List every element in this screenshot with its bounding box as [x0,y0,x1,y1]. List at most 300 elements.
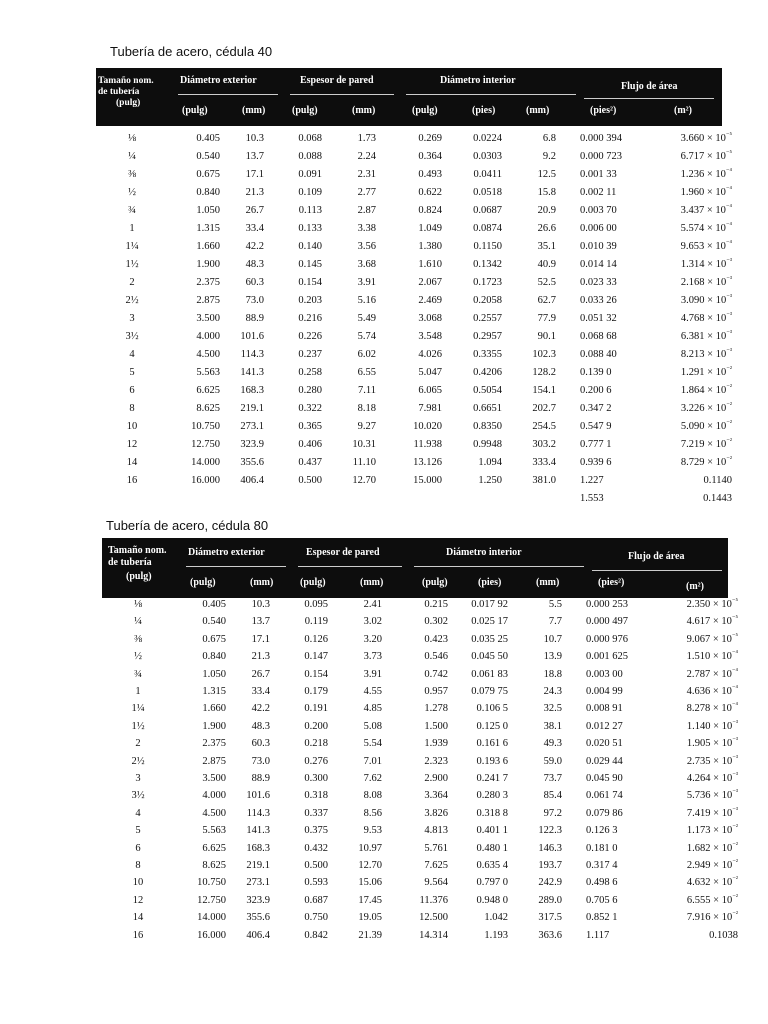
header-rule [414,566,584,567]
exponent: ⁻² [732,858,738,866]
cell-wall-mm: 2.87 [357,205,376,216]
table-row [96,240,768,258]
table-row [96,276,768,294]
cell-outer-mm: 168.3 [246,842,270,854]
cell-inner-pulg: 6.065 [418,385,442,396]
table-row [102,894,768,912]
cell-nominal-size: 1½ [131,720,145,732]
table-row [102,650,768,668]
cell-wall-mm: 3.91 [357,277,376,288]
cell-inner-pies: 0.045 50 [471,651,508,663]
cell-flow-m2: $9.653 \times 10^{^{-4}}$ [680,239,732,252]
cell-inner-pies: 0.241 7 [476,773,508,784]
cell-nominal-size: 4 [129,349,135,360]
exponent: ⁻⁴ [725,167,732,175]
cell-nominal-size: 3½ [131,790,145,802]
cell-inner-pies: 0.125 0 [476,720,508,732]
cell-flow-pies2: 0.033 26 [580,295,617,306]
cell-outer-pulg: 12.750 [191,439,220,450]
cell-wall-pulg: 0.113 [298,205,322,216]
cell-inner-pies: 1.042 [484,912,508,924]
cell-inner-mm: 10.7 [543,633,562,645]
cell-flow-pies2: 0.014 14 [580,259,617,270]
cell-outer-pulg: 0.840 [202,651,226,663]
cell-wall-mm: 12.70 [358,860,382,871]
table-row [96,312,768,330]
cell-inner-pulg: 3.548 [418,331,442,342]
cell-wall-pulg: 0.179 [304,686,328,697]
cell-inner-mm: 38.1 [543,720,562,732]
cell-inner-pies: 0.4206 [473,367,502,378]
cell-inner-pies: 0.9948 [473,439,502,450]
cell-inner-mm: 24.3 [543,686,562,697]
cell-nominal-size: ¾ [128,205,136,216]
cell-inner-pies: 1.193 [484,929,508,941]
cell-wall-pulg: 0.133 [298,223,322,234]
cell-inner-pulg: 4.026 [418,349,442,360]
cell-nominal-size: 5 [129,367,135,378]
cell-flow-m2: $1.960 \times 10^{^{-4}}$ [680,185,732,198]
table-row [96,330,768,348]
cell-outer-mm: 273.1 [240,421,264,432]
cell-inner-pulg: 5.761 [424,842,448,854]
cell-inner-pies: 0.0303 [473,151,502,162]
header-size-1: Tamaño nom. [98,76,154,86]
unit-mm: (mm) [352,105,376,116]
cell-inner-mm: 363.6 [538,929,562,941]
cell-wall-mm: 3.68 [357,259,376,270]
cell-outer-pulg: 1.050 [202,668,226,680]
cell-inner-pulg: 0.493 [418,169,442,180]
cell-inner-mm: 193.7 [538,860,562,871]
cell-flow-pies2: 0.181 0 [586,842,618,854]
unit-mm: (mm) [526,105,550,116]
cell-nominal-size: 3½ [125,331,139,342]
cell-flow-m2: $5.736 \times 10^{^{-3}}$ [686,788,738,802]
cell-flow-m2: $3.226 \times 10^{^{-2}}$ [680,401,732,414]
cell-flow-pies2: 0.068 68 [580,331,617,342]
cell-wall-pulg: 0.300 [304,773,328,784]
cell-wall-pulg: 0.280 [298,385,322,396]
cell-inner-pulg: 11.938 [413,439,442,450]
cell-flow-m2: $9.067 \times 10^{^{-5}}$ [686,631,738,645]
cell-wall-pulg: 0.154 [304,668,328,680]
cell-inner-pulg: 3.364 [424,790,448,802]
header-flow-area: Flujo de área [621,81,678,92]
cell-outer-pulg: 10.750 [197,877,226,889]
cell-wall-mm: 12.70 [352,475,376,486]
cell-outer-mm: 26.7 [245,205,264,216]
cell-inner-mm: 97.2 [543,807,562,819]
cell-flow-m2: $3.090 \times 10^{^{-3}}$ [680,293,732,306]
cell-flow-pies2: 0.001 33 [580,169,617,180]
cell-nominal-size: 8 [129,403,135,414]
exponent: ⁻² [726,419,732,427]
cell-nominal-size: 1½ [125,259,139,270]
cell-flow-pies2: 0.010 39 [580,241,617,252]
table-title: Tubería de acero, cédula 80 [106,518,269,533]
cell-outer-mm: 48.3 [245,259,264,270]
cell-wall-mm: 9.53 [363,825,382,837]
cell-inner-pulg: 7.625 [424,860,448,871]
cell-inner-mm: 6.8 [542,133,556,144]
cell-inner-pulg: 1.049 [418,223,442,234]
cell-inner-pulg: 5.047 [418,367,442,378]
cell-wall-pulg: 0.145 [298,259,322,270]
table-row [96,204,768,222]
cell-inner-pies: 0.106 5 [476,703,508,715]
cell-flow-m2: $4.632 \times 10^{^{-2}}$ [686,875,738,889]
cell-flow-m2: $1.510 \times 10^{^{-4}}$ [686,649,738,663]
cell-nominal-size: 14 [126,457,138,468]
cell-nominal-size: ⅜ [134,633,142,645]
cell-outer-mm: 323.9 [240,439,264,450]
exponent: ⁻³ [732,736,738,745]
table-row [96,258,768,276]
cell-outer-mm: 88.9 [245,313,264,324]
cell-wall-mm: 15.06 [358,877,382,889]
cell-inner-pies: 0.8350 [473,421,502,432]
cell-wall-pulg: 0.687 [304,894,328,906]
exponent: ⁻² [732,892,738,901]
cell-inner-mm: 59.0 [543,755,562,767]
cell-flow-pies2: 0.939 6 [580,457,612,468]
cell-flow-m2: $1.314 \times 10^{^{-3}}$ [680,257,732,270]
cell-flow-pies2: 0.852 1 [586,912,618,924]
header-rule [186,566,286,567]
exponent: ⁻² [726,401,732,409]
cell-outer-mm: 219.1 [246,860,270,871]
cell-wall-pulg: 0.318 [304,790,328,802]
cell-wall-mm: 5.54 [363,738,382,750]
exponent: ⁻³ [732,805,738,814]
cell-flow-m2: $8.213 \times 10^{^{-3}}$ [680,347,732,360]
cell-inner-mm: 12.5 [537,169,556,180]
header-size-3: (pulg) [116,98,141,108]
cell-flow-pies2: 0.777 1 [580,439,612,450]
header-outer-diameter: Diámetro exterior [180,75,257,86]
cell-inner-pulg: 1.939 [424,738,448,750]
unit-pulg: (pulg) [182,105,208,116]
table-row [102,720,768,738]
table-row [96,348,768,366]
unit-pulg: (pulg) [292,105,318,116]
cell-wall-pulg: 0.842 [304,929,328,941]
cell-nominal-size: 6 [135,842,141,854]
cell-inner-pulg: 7.981 [418,403,442,414]
exponent: ⁻³ [726,347,732,355]
table-row [102,929,768,947]
cell-inner-mm: 26.6 [537,223,556,234]
cell-inner-pies: 0.480 1 [476,842,508,854]
cell-inner-pulg: 2.067 [418,277,442,288]
cell-nominal-size: ½ [134,651,142,663]
cell-outer-mm: 101.6 [246,790,270,802]
cell-inner-pies: 0.0518 [473,187,502,198]
cell-outer-pulg: 1.660 [196,241,220,252]
cell-nominal-size: 3 [135,773,141,784]
exponent: ⁻⁴ [731,701,738,710]
cell-flow-pies2: 0.023 33 [580,277,617,288]
cell-flow-m2: $2.168 \times 10^{^{-3}}$ [680,275,732,288]
cell-outer-mm: 10.3 [245,133,264,144]
table-row [102,807,768,825]
cell-wall-pulg: 0.276 [304,755,328,767]
cell-flow-m2: $8.729 \times 10^{^{-2}}$ [680,455,732,468]
cell-flow-pies2: 0.079 86 [586,807,623,819]
cell-wall-pulg: 0.432 [304,842,328,854]
cell-inner-pulg: 1.380 [418,241,442,252]
cell-inner-pulg: 10.020 [413,421,442,432]
cell-outer-mm: 141.3 [246,825,270,837]
cell-nominal-size: ¼ [134,616,142,628]
cell-flow-pies2: 0.045 90 [586,773,623,784]
cell-inner-pies: 0.6651 [473,403,502,414]
cell-flow-m2: $1.236 \times 10^{^{-4}}$ [680,167,732,180]
cell-outer-pulg: 0.540 [202,616,226,628]
cell-flow-pies2: 0.006 00 [580,223,617,234]
unit-pies2: (pies²) [598,577,625,588]
cell-inner-pies: 0.5054 [473,385,502,396]
cell-flow-pies2: 1.553 [580,493,604,504]
cell-inner-pies: 0.2058 [473,295,502,306]
cell-inner-mm: 289.0 [538,894,562,906]
cell-inner-mm: 303.2 [532,439,556,450]
exponent: ⁻⁴ [725,239,732,247]
exponent: ⁻³ [726,293,732,301]
cell-wall-mm: 8.56 [363,807,382,819]
header-wall-thickness: Espesor de pared [306,547,380,558]
cell-wall-mm: 5.16 [357,295,376,306]
cell-wall-mm: 8.08 [363,790,382,802]
cell-flow-m2: 0.1038 [709,929,738,941]
cell-inner-pies: 0.401 1 [476,825,508,837]
cell-inner-mm: 202.7 [532,403,556,414]
cell-nominal-size: 5 [135,825,141,837]
cell-flow-m2: $7.419 \times 10^{^{-3}}$ [686,805,738,819]
cell-inner-pulg: 0.742 [424,668,448,680]
cell-outer-pulg: 12.750 [197,894,226,906]
table-row [102,824,768,842]
cell-wall-pulg: 0.237 [298,349,322,360]
cell-flow-pies2: 0.004 99 [586,686,623,697]
cell-inner-pulg: 1.500 [424,720,448,732]
cell-wall-mm: 4.55 [363,686,382,697]
cell-wall-mm: 3.91 [363,668,382,680]
cell-flow-pies2: 1.227 [580,475,604,486]
cell-wall-pulg: 0.191 [304,703,328,715]
cell-outer-pulg: 3.500 [202,773,226,784]
cell-flow-m2: 0.1140 [703,475,732,486]
cell-nominal-size: 3 [129,313,135,324]
cell-inner-mm: 20.9 [537,205,556,216]
header-rule [298,566,402,567]
exponent: ⁻⁴ [725,203,732,211]
cell-nominal-size: 1¼ [125,241,139,252]
cell-inner-pulg: 3.826 [424,807,448,819]
cell-wall-pulg: 0.147 [304,651,328,663]
cell-inner-pies: 0.1723 [473,277,502,288]
cell-inner-pulg: 15.000 [413,475,442,486]
cell-inner-mm: 35.1 [537,241,556,252]
cell-flow-pies2: 0.002 11 [580,187,617,198]
cell-inner-mm: 13.9 [543,651,562,663]
cell-nominal-size: ⅛ [134,599,142,610]
cell-wall-mm: 3.56 [357,241,376,252]
cell-flow-m2: $4.636 \times 10^{^{-4}}$ [686,684,738,697]
cell-flow-m2: $1.905 \times 10^{^{-3}}$ [686,736,738,750]
exponent: ⁻⁵ [731,631,738,640]
exponent: ⁻⁴ [725,221,732,229]
cell-wall-pulg: 0.226 [298,331,322,342]
cell-inner-mm: 122.3 [538,825,562,837]
cell-flow-pies2: 0.498 6 [586,877,618,889]
cell-outer-mm: 73.0 [245,295,264,306]
cell-outer-pulg: 1.900 [202,720,226,732]
cell-flow-pies2: 0.139 0 [580,367,612,378]
exponent: ⁻² [732,875,738,884]
cell-wall-pulg: 0.154 [298,277,322,288]
cell-flow-m2: $1.140 \times 10^{^{-3}}$ [686,718,738,732]
cell-inner-pies: 0.0224 [473,133,502,144]
cell-inner-pies: 0.948 0 [476,894,508,906]
cell-wall-mm: 5.08 [363,720,382,732]
cell-outer-mm: 13.7 [245,151,264,162]
unit-pulg: (pulg) [190,577,216,588]
cell-wall-mm: 21.39 [358,929,382,941]
cell-flow-m2: $7.219 \times 10^{^{-2}}$ [680,437,732,450]
cell-wall-mm: 6.02 [357,349,376,360]
cell-inner-mm: 52.5 [537,277,556,288]
table-row [102,633,768,651]
cell-outer-pulg: 8.625 [196,403,220,414]
cell-outer-mm: 101.6 [240,331,264,342]
cell-outer-mm: 26.7 [251,668,270,680]
cell-wall-mm: 3.38 [357,223,376,234]
cell-flow-pies2: 0.003 70 [580,205,617,216]
cell-outer-mm: 73.0 [251,755,270,767]
cell-nominal-size: 1 [129,223,135,234]
cell-inner-pies: 0.2557 [473,313,502,324]
cell-outer-pulg: 1.050 [196,205,220,216]
cell-flow-m2: $3.660 \times 10^{^{-5}}$ [680,131,732,144]
cell-wall-pulg: 0.126 [304,633,328,645]
header-rule [584,98,714,99]
cell-wall-pulg: 0.437 [298,457,322,468]
cell-nominal-size: 10 [126,421,138,432]
cell-flow-m2: $2.350 \times 10^{^{-5}}$ [686,597,738,610]
cell-wall-pulg: 0.068 [298,133,322,144]
cell-inner-mm: 154.1 [532,385,556,396]
unit-pulg: (pulg) [412,105,438,116]
cell-wall-mm: 10.31 [352,439,376,450]
cell-outer-pulg: 0.675 [196,169,220,180]
header-size-2: de tubería [108,557,152,568]
cell-inner-pulg: 0.269 [418,133,442,144]
exponent: ⁻² [732,823,738,832]
header-flow-area: Flujo de área [628,551,685,562]
table-row [102,737,768,755]
cell-outer-mm: 219.1 [240,403,264,414]
exponent: ⁻² [726,365,732,373]
cell-inner-pulg: 0.423 [424,633,448,645]
cell-inner-mm: 73.7 [543,773,562,784]
unit-mm: (mm) [250,577,274,588]
cell-wall-mm: 5.74 [357,331,376,342]
cell-flow-pies2: 0.001 625 [586,651,628,663]
cell-outer-mm: 17.1 [245,169,264,180]
table-row [96,456,768,474]
cell-flow-pies2: 0.317 4 [586,860,618,871]
table-row [96,492,768,510]
cell-nominal-size: 4 [135,807,141,819]
table-row [96,168,768,186]
cell-inner-pies: 0.1342 [473,259,502,270]
cell-inner-pulg: 0.364 [418,151,442,162]
cell-outer-mm: 168.3 [240,385,264,396]
cell-wall-mm: 5.49 [357,313,376,324]
cell-inner-pies: 0.161 6 [476,738,508,750]
exponent: ⁻³ [726,275,732,283]
cell-outer-pulg: 3.500 [196,313,220,324]
cell-inner-mm: 49.3 [543,738,562,750]
unit-pies: (pies) [472,105,496,116]
cell-inner-mm: 15.8 [537,187,556,198]
header-inner-diameter: Diámetro interior [446,547,522,558]
header-wall-thickness: Espesor de pared [300,75,374,86]
unit-pies: (pies) [478,577,502,588]
cell-wall-pulg: 0.088 [298,151,322,162]
cell-inner-pies: 0.025 17 [471,616,508,628]
cell-outer-pulg: 6.625 [202,842,226,854]
cell-flow-m2: $6.381 \times 10^{^{-3}}$ [680,329,732,342]
cell-wall-mm: 9.27 [357,421,376,432]
cell-outer-mm: 114.3 [240,349,264,360]
table-row [102,702,768,720]
cell-inner-mm: 254.5 [532,421,556,432]
cell-outer-mm: 42.2 [245,241,264,252]
cell-outer-pulg: 4.500 [202,807,226,819]
cell-outer-pulg: 5.563 [202,825,226,837]
cell-inner-pies: 0.079 75 [471,686,508,697]
table-header [96,68,722,126]
cell-inner-pulg: 0.546 [424,651,448,663]
cell-flow-pies2: 0.003 00 [586,668,623,680]
table-row [102,615,768,633]
cell-inner-mm: 7.7 [548,616,562,628]
cell-inner-pulg: 9.564 [424,877,448,889]
cell-wall-mm: 2.77 [357,187,376,198]
exponent: ⁻⁴ [731,666,738,675]
cell-wall-pulg: 0.216 [298,313,322,324]
table-row [96,366,768,384]
cell-inner-mm: 5.5 [548,599,562,610]
table-header [102,538,728,598]
cell-outer-pulg: 2.875 [196,295,220,306]
cell-outer-mm: 355.6 [240,457,264,468]
cell-wall-pulg: 0.375 [304,825,328,837]
cell-wall-mm: 4.85 [363,703,382,715]
cell-inner-mm: 146.3 [538,842,562,854]
cell-nominal-size: ⅜ [128,169,136,180]
cell-flow-pies2: 0.008 91 [586,703,623,715]
exponent: ⁻⁵ [731,597,738,605]
cell-inner-mm: 128.2 [532,367,556,378]
cell-outer-mm: 13.7 [251,616,270,628]
cell-inner-pies: 0.3355 [473,349,502,360]
cell-inner-pies: 0.0687 [473,205,502,216]
cell-wall-pulg: 0.406 [298,439,322,450]
